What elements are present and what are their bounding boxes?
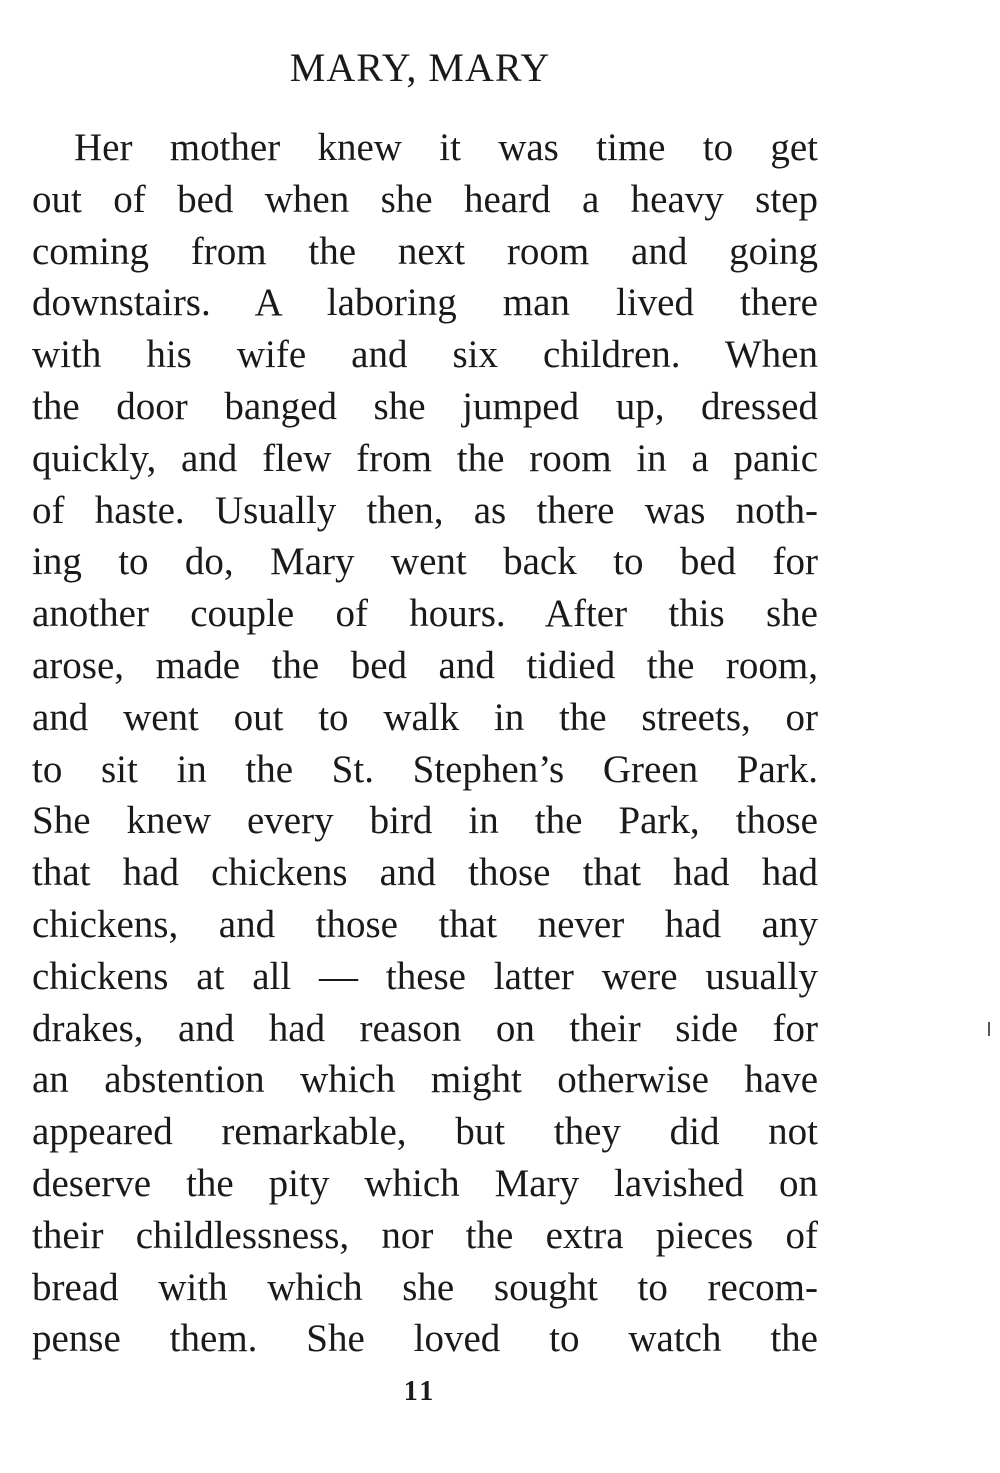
text-line: arose, made the bed and tidied the room, — [32, 643, 818, 687]
text-line: quickly, and flew from the room in a panic — [32, 436, 818, 480]
text-line: an abstention which might otherwise have — [32, 1058, 818, 1102]
text-line: appeared remarkable, but they did not — [32, 1110, 818, 1154]
text-line: deserve the pity which Mary lavished on — [32, 1161, 818, 1205]
text-line: and went out to walk in the streets, or — [32, 695, 818, 739]
text-line: bread with which she sought to recom- — [32, 1265, 818, 1309]
text-line: with his wife and six children. When — [32, 333, 818, 377]
text-line: out of bed when she heard a heavy step — [32, 177, 818, 221]
scan-edge-mark — [988, 1022, 990, 1036]
text-line: downstairs. A laboring man lived there — [32, 281, 818, 325]
text-line: chickens at all — these latter were usually — [32, 954, 818, 998]
body-text — [32, 122, 818, 1365]
text-line: coming from the next room and going — [32, 229, 818, 273]
text-line: their childlessness, nor the extra pieces of — [32, 1213, 818, 1257]
running-head: MARY, MARY — [289, 45, 551, 90]
text-line: to sit in the St. Stephen’s Green Park. — [32, 747, 818, 791]
text-line: the door banged she jumped up, dressed — [32, 384, 818, 428]
text-line: chickens, and those that never had any — [32, 902, 818, 946]
text-line: She knew every bird in the Park, those — [32, 799, 818, 843]
text-line: ing to do, Mary went back to bed for — [32, 540, 818, 584]
text-line: that had chickens and those that had had — [32, 851, 818, 895]
text-line: Her mother knew it was time to get — [74, 126, 818, 169]
text-line: another couple of hours. After this she — [32, 592, 818, 636]
text-line: drakes, and had reason on their side for — [32, 1006, 818, 1050]
page-number: 11 — [403, 1376, 437, 1407]
text-line: of haste. Usually then, as there was noth- — [32, 488, 818, 532]
text-line: pense them. She loved to watch the — [32, 1317, 818, 1361]
